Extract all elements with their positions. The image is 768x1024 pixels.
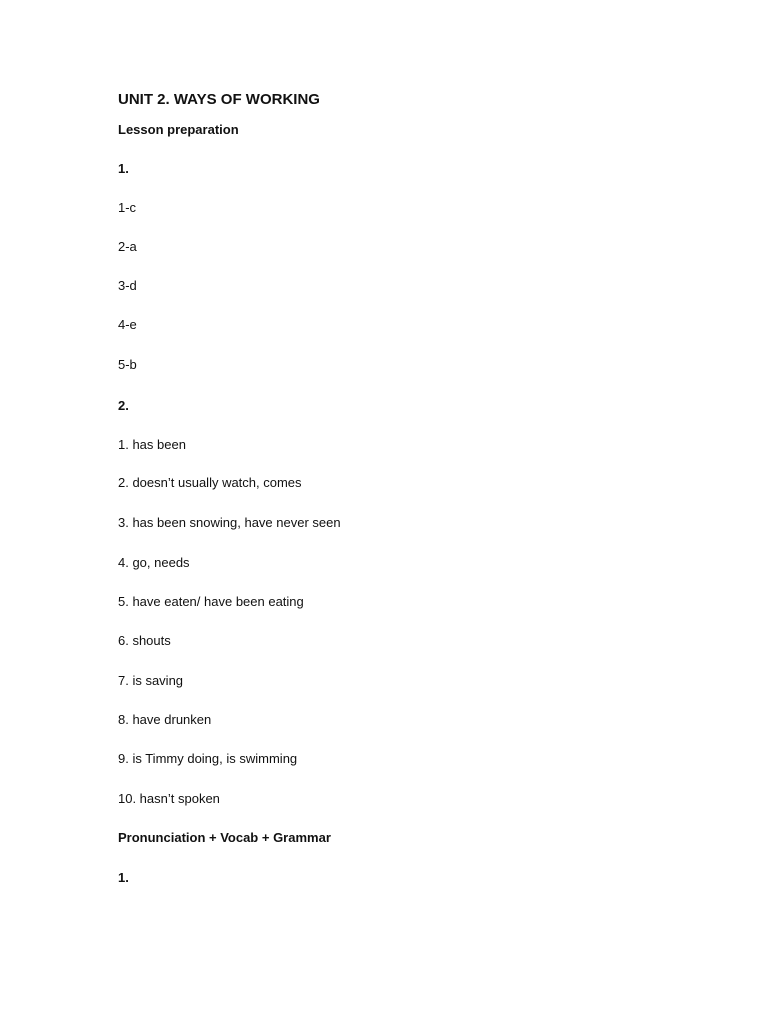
answer-line: 6. shouts — [118, 633, 171, 648]
answer-line: 3-d — [118, 278, 137, 293]
answer-line: 8. have drunken — [118, 712, 212, 727]
answer-line: 7. is saving — [118, 673, 184, 688]
answer-line: 1-c — [118, 200, 137, 215]
exercise-number: 1. — [118, 161, 129, 176]
document-title: UNIT 2. WAYS OF WORKING — [118, 91, 320, 108]
section-heading-lesson-preparation: Lesson preparation — [118, 122, 239, 137]
answer-line: 9. is Timmy doing, is swimming — [118, 751, 298, 766]
exercise-number: 1. — [118, 870, 129, 885]
answer-line: 10. hasn’t spoken — [118, 791, 220, 806]
answer-line: 3. has been snowing, have never seen — [118, 515, 341, 530]
answer-line: 2. doesn’t usually watch, comes — [118, 475, 302, 490]
answer-line: 5-b — [118, 357, 137, 372]
answer-line: 4. go, needs — [118, 555, 190, 570]
section-heading-pronunciation: Pronunciation + Vocab + Grammar — [118, 830, 331, 845]
answer-line: 1. has been — [118, 437, 186, 452]
answer-line: 5. have eaten/ have been eating — [118, 594, 304, 609]
exercise-number: 2. — [118, 398, 129, 413]
answer-line: 2-a — [118, 239, 137, 254]
answer-line: 4-e — [118, 317, 137, 332]
